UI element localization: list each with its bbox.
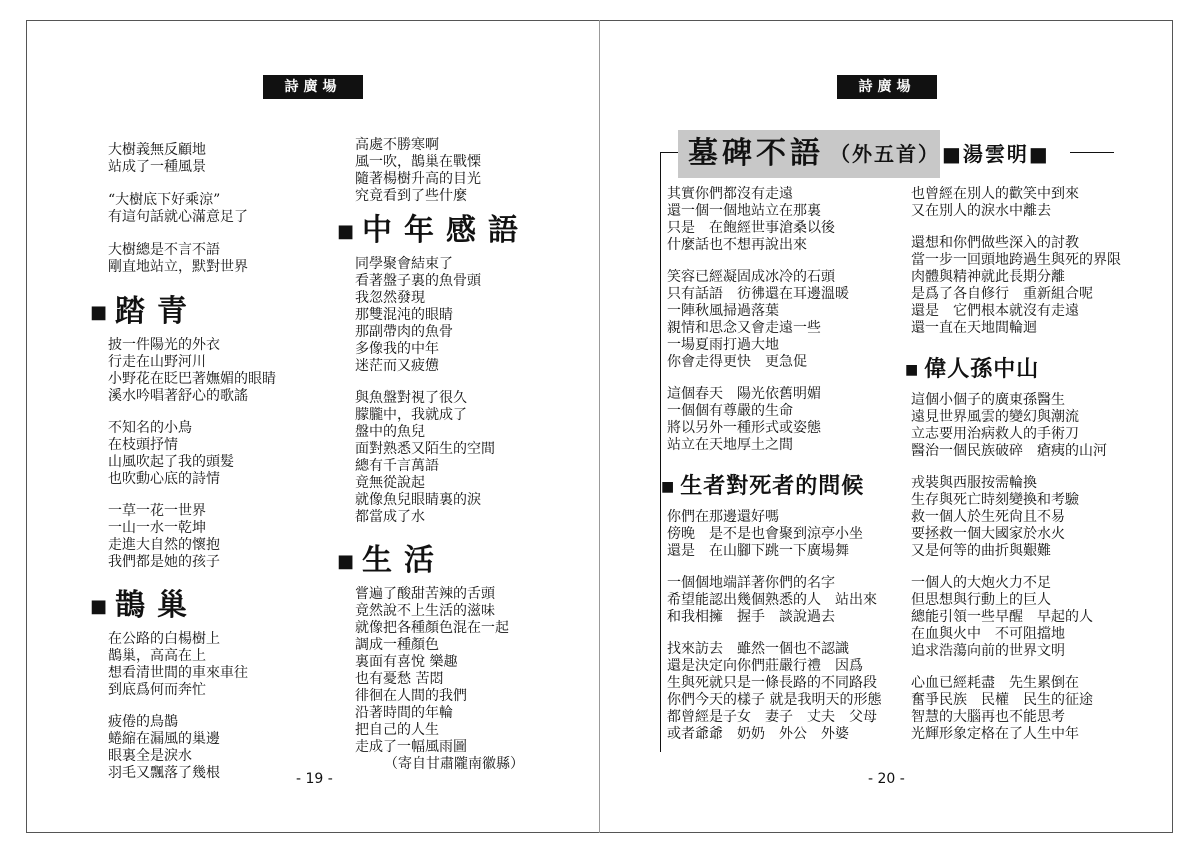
poem-line: 只有話語 彷彿還在耳邊溫暖 <box>667 286 849 302</box>
poem-line: 戎裝與西服按需輪換 <box>911 475 1037 491</box>
stanza <box>108 337 308 405</box>
poem-line: 但思想與行動上的巨人 <box>911 592 1051 608</box>
poem-line: 笑容已經凝固成冰冷的石頭 <box>667 269 835 285</box>
poem-line: 風一吹，鵲巢在戰慄 <box>355 154 481 170</box>
stanza <box>355 137 555 205</box>
poem-line: 和我相擁 握手 談說過去 <box>667 609 835 625</box>
stanza <box>911 235 1141 337</box>
stanza <box>911 575 1141 660</box>
poem-line: 立志要用治病救人的手術刀 <box>911 426 1079 442</box>
poem-line: 同學聚會結束了 <box>355 256 453 272</box>
poem-line: 什麼話也不想再說出來 <box>667 237 807 253</box>
poem-line: 是爲了各自修行 重新組合呢 <box>911 286 1093 302</box>
poem-line: 你們在那邊還好嗎 <box>667 509 779 525</box>
poem-line: 找來訪去 雖然一個也不認識 <box>667 641 849 657</box>
poem-line: 站成了一種風景 <box>108 159 206 175</box>
left-column-1 <box>90 142 308 797</box>
poem-line: 還想和你們做些深入的討教 <box>911 235 1079 251</box>
poem-line: 一個個有尊嚴的生命 <box>667 403 793 419</box>
poem-line: 一場夏雨打過大地 <box>667 337 779 353</box>
stanza <box>911 475 1141 560</box>
stanza <box>108 631 308 699</box>
poem-line: 當一步一回頭地跨過生與死的界限 <box>911 252 1121 268</box>
poem-line: “大樹底下好乘涼” <box>108 192 221 208</box>
poem-line: 心血已經耗盡 先生累倒在 <box>911 675 1079 691</box>
poem-line: 一個人的大炮火力不足 <box>911 575 1051 591</box>
right-column-1 <box>661 186 897 758</box>
poem-line: 你們今天的樣子 就是我明天的形態 <box>667 692 882 708</box>
poem-line: 肉體與精神就此長期分離 <box>911 269 1065 285</box>
poem-line: 那雙混沌的眼睛 <box>355 307 453 323</box>
section-tab-left: 詩廣場 <box>263 75 363 99</box>
section-tab-right: 詩廣場 <box>837 75 937 99</box>
stanza <box>667 386 897 454</box>
stanza <box>355 256 555 375</box>
poem-line: 還一個一個地站立在那裏 <box>667 203 821 219</box>
poem-line: 就像魚兒眼睛裏的淚 <box>355 492 481 508</box>
poem-line: 在公路的白楊樹上 <box>108 631 220 647</box>
bullet-mark-icon: ■ <box>90 596 108 617</box>
poem-line: 希望能認出幾個熟悉的人 站出來 <box>667 592 877 608</box>
poem-line: 想看清世間的車來車往 <box>108 665 248 681</box>
title-bracket-horizontal <box>660 152 678 153</box>
poem-line: 光輝形象定格在了人生中年 <box>911 726 1079 742</box>
poem-title: 墓碑不語 <box>688 136 824 171</box>
stanza <box>911 392 1141 460</box>
book-spine <box>599 20 600 833</box>
poem-line: 面對熟悉又陌生的空間 <box>355 441 495 457</box>
right-column-2 <box>905 186 1141 758</box>
poem-line: 奮爭民族 民權 民生的征途 <box>911 692 1093 708</box>
poem-line: 看著盤子裏的魚骨頭 <box>355 273 481 289</box>
poem-line: 徘徊在人間的我們 <box>355 688 467 704</box>
poem-line: 智慧的大腦再也不能思考 <box>911 709 1065 725</box>
section-heading-life: ■ 生活 <box>337 543 447 578</box>
poem-line: 只是 在飽經世事滄桑以後 <box>667 220 835 236</box>
sender-note: （寄自甘肅隴南徽縣） <box>384 756 524 772</box>
poem-line: 山風吹起了我的頭髮 <box>108 454 234 470</box>
poem-line: 其實你們都沒有走遠 <box>667 186 793 202</box>
poem-subtitle: （外五首） <box>830 142 940 166</box>
poem-line: 大樹義無反顧地 <box>108 142 206 158</box>
poem-line: 傍晚 是不是也會聚到涼亭小坐 <box>667 526 863 542</box>
poem-line: 親情和思念又會走遠一些 <box>667 320 821 336</box>
poem-line: 又是何等的曲折與艱難 <box>911 543 1051 559</box>
poem-line: 鵲巢，高高在上 <box>108 648 206 664</box>
poem-line: 盤中的魚兒 <box>355 424 425 440</box>
poem-line: 剛直地站立，默對世界 <box>108 259 248 275</box>
poem-line: 把自己的人生 <box>355 722 439 738</box>
stanza <box>108 192 308 226</box>
poem-line: 一山一水一乾坤 <box>108 520 206 536</box>
poem-line: 眼裏全是淚水 <box>108 748 192 764</box>
poem-line: 蜷縮在漏風的巢邊 <box>108 731 220 747</box>
bullet-mark-icon: ■ <box>90 302 108 323</box>
bullet-mark-icon: ■ <box>337 551 355 572</box>
poem-line: 也曾經在別人的歡笑中到來 <box>911 186 1079 202</box>
stanza <box>108 503 308 571</box>
poem-line: 多像我的中年 <box>355 341 439 357</box>
poem-line: 竟然說不上生活的滋味 <box>355 603 495 619</box>
poem-line: 披一件陽光的外衣 <box>108 337 220 353</box>
poem-line: 走進大自然的懷抱 <box>108 537 220 553</box>
poem-line: 那副帶肉的魚骨 <box>355 324 453 340</box>
stanza <box>667 269 897 371</box>
poem-line: 迷茫而又疲憊 <box>355 358 439 374</box>
poem-line: 一陣秋風掃過落葉 <box>667 303 779 319</box>
stanza <box>108 142 308 176</box>
poem-line: 行走在山野河川 <box>108 354 206 370</box>
poem-line: 小野花在眨巴著嫵媚的眼睛 <box>108 371 276 387</box>
poem-line: 到底爲何而奔忙 <box>108 682 206 698</box>
poem-line: 就像把各種顏色混在一起 <box>355 620 509 636</box>
bullet-mark-icon: ■ <box>905 362 919 378</box>
poem-line: 究竟看到了些什麼 <box>355 188 467 204</box>
poem-line: 一個個地端詳著你們的名字 <box>667 575 835 591</box>
poem-line: 不知名的小鳥 <box>108 420 192 436</box>
section-heading-nest: ■ 鵲巢 <box>90 588 200 623</box>
poem-line: 這個春天 陽光依舊明媚 <box>667 386 821 402</box>
left-column-2 <box>337 137 555 756</box>
section-heading-middle-age: ■ 中年感語 <box>337 213 531 248</box>
page-number-left: - 19 - <box>296 771 333 787</box>
poem-line: 我忽然發現 <box>355 290 425 306</box>
section-heading-tachin: ■ 踏青 <box>90 294 200 329</box>
bullet-mark-icon: ■ <box>337 221 355 242</box>
poem-line: 嘗遍了酸甜苦辣的舌頭 <box>355 586 495 602</box>
stanza <box>355 390 555 526</box>
stanza <box>911 675 1141 743</box>
section-heading-sun-yatsen: ■ 偉人孫中山 <box>905 357 1040 382</box>
stanza <box>911 186 1141 220</box>
poem-line: 在枝頭抒情 <box>108 437 178 453</box>
poem-line: 生與死就只是一條長路的不同路段 <box>667 675 877 691</box>
poem-line: 裏面有喜悅 樂趣 <box>355 654 458 670</box>
poem-line: 醫治一個民族破碎 瘡痍的山河 <box>911 443 1107 459</box>
poem-line: 調成一種顏色 <box>355 637 439 653</box>
stanza <box>667 186 897 254</box>
page-number-right: - 20 - <box>868 771 905 787</box>
poem-line: 又在別人的淚水中離去 <box>911 203 1051 219</box>
stanza <box>355 586 555 756</box>
poem-line: 有這句話就心滿意足了 <box>108 209 248 225</box>
poem-line: 這個小個子的廣東孫醫生 <box>911 392 1065 408</box>
poem-line: 一草一花一世界 <box>108 503 206 519</box>
title-rule <box>1070 152 1114 153</box>
poem-line: 還是 它們根本就沒有走遠 <box>911 303 1079 319</box>
poem-line: 要拯救一個大國家於水火 <box>911 526 1065 542</box>
poem-line: 走成了一幅風雨圖 <box>355 739 467 755</box>
poem-line: 也有憂愁 苦悶 <box>355 671 444 687</box>
poem-line: 救一個人於生死尙且不易 <box>911 509 1065 525</box>
poem-line: 或者爺爺 奶奶 外公 外婆 <box>667 726 849 742</box>
poem-line: 還是 在山腳下跳一下廣場舞 <box>667 543 849 559</box>
poem-line: 生存與死亡時刻變換和考驗 <box>911 492 1079 508</box>
poem-line: 都曾經是子女 妻子 丈夫 父母 <box>667 709 877 725</box>
poem-line: 竟無從說起 <box>355 475 425 491</box>
poem-line: 沿著時間的年輪 <box>355 705 453 721</box>
poem-line: 溪水吟唱著舒心的歌謠 <box>108 388 248 404</box>
poem-line: 總能引領一些早醒 早起的人 <box>911 609 1093 625</box>
stanza <box>108 420 308 488</box>
poem-line: 我們都是她的孩子 <box>108 554 220 570</box>
poem-line: 高處不勝寒啊 <box>355 137 439 153</box>
poem-line: 還一直在天地間輪迴 <box>911 320 1037 336</box>
poem-line: 追求浩蕩向前的世界文明 <box>911 643 1065 659</box>
poem-line: 你會走得更快 更急促 <box>667 354 807 370</box>
poem-line: 還是決定向你們莊嚴行禮 因爲 <box>667 658 863 674</box>
stanza <box>108 714 308 782</box>
poem-line: 羽毛又飄落了幾根 <box>108 765 220 781</box>
poem-line: 將以另外一種形式或姿態 <box>667 420 821 436</box>
poem-line: 隨著楊樹升高的目光 <box>355 171 481 187</box>
poem-line: 也吹動心底的詩情 <box>108 471 220 487</box>
bullet-mark-icon: ■ <box>661 479 675 495</box>
poem-line: 朦朧中，我就成了 <box>355 407 467 423</box>
poem-line: 在血與火中 不可阻擋地 <box>911 626 1065 642</box>
stanza <box>108 242 308 276</box>
poem-line: 與魚盤對視了很久 <box>355 390 467 406</box>
author-name: ■湯雲明■ <box>942 142 1050 166</box>
poem-line: 總有千言萬語 <box>355 458 439 474</box>
stanza <box>667 641 897 743</box>
title-bracket-vertical <box>660 152 661 752</box>
poem-line: 大樹總是不言不語 <box>108 242 220 258</box>
section-heading-living-dead: ■ 生者對死者的問候 <box>661 474 865 499</box>
poem-line: 疲倦的鳥鵲 <box>108 714 178 730</box>
poem-line: 都當成了水 <box>355 509 425 525</box>
stanza <box>667 575 897 626</box>
poem-line: 站立在天地厚土之間 <box>667 437 793 453</box>
stanza <box>667 509 897 560</box>
poem-line: 遠見世界風雲的變幻與潮流 <box>911 409 1079 425</box>
